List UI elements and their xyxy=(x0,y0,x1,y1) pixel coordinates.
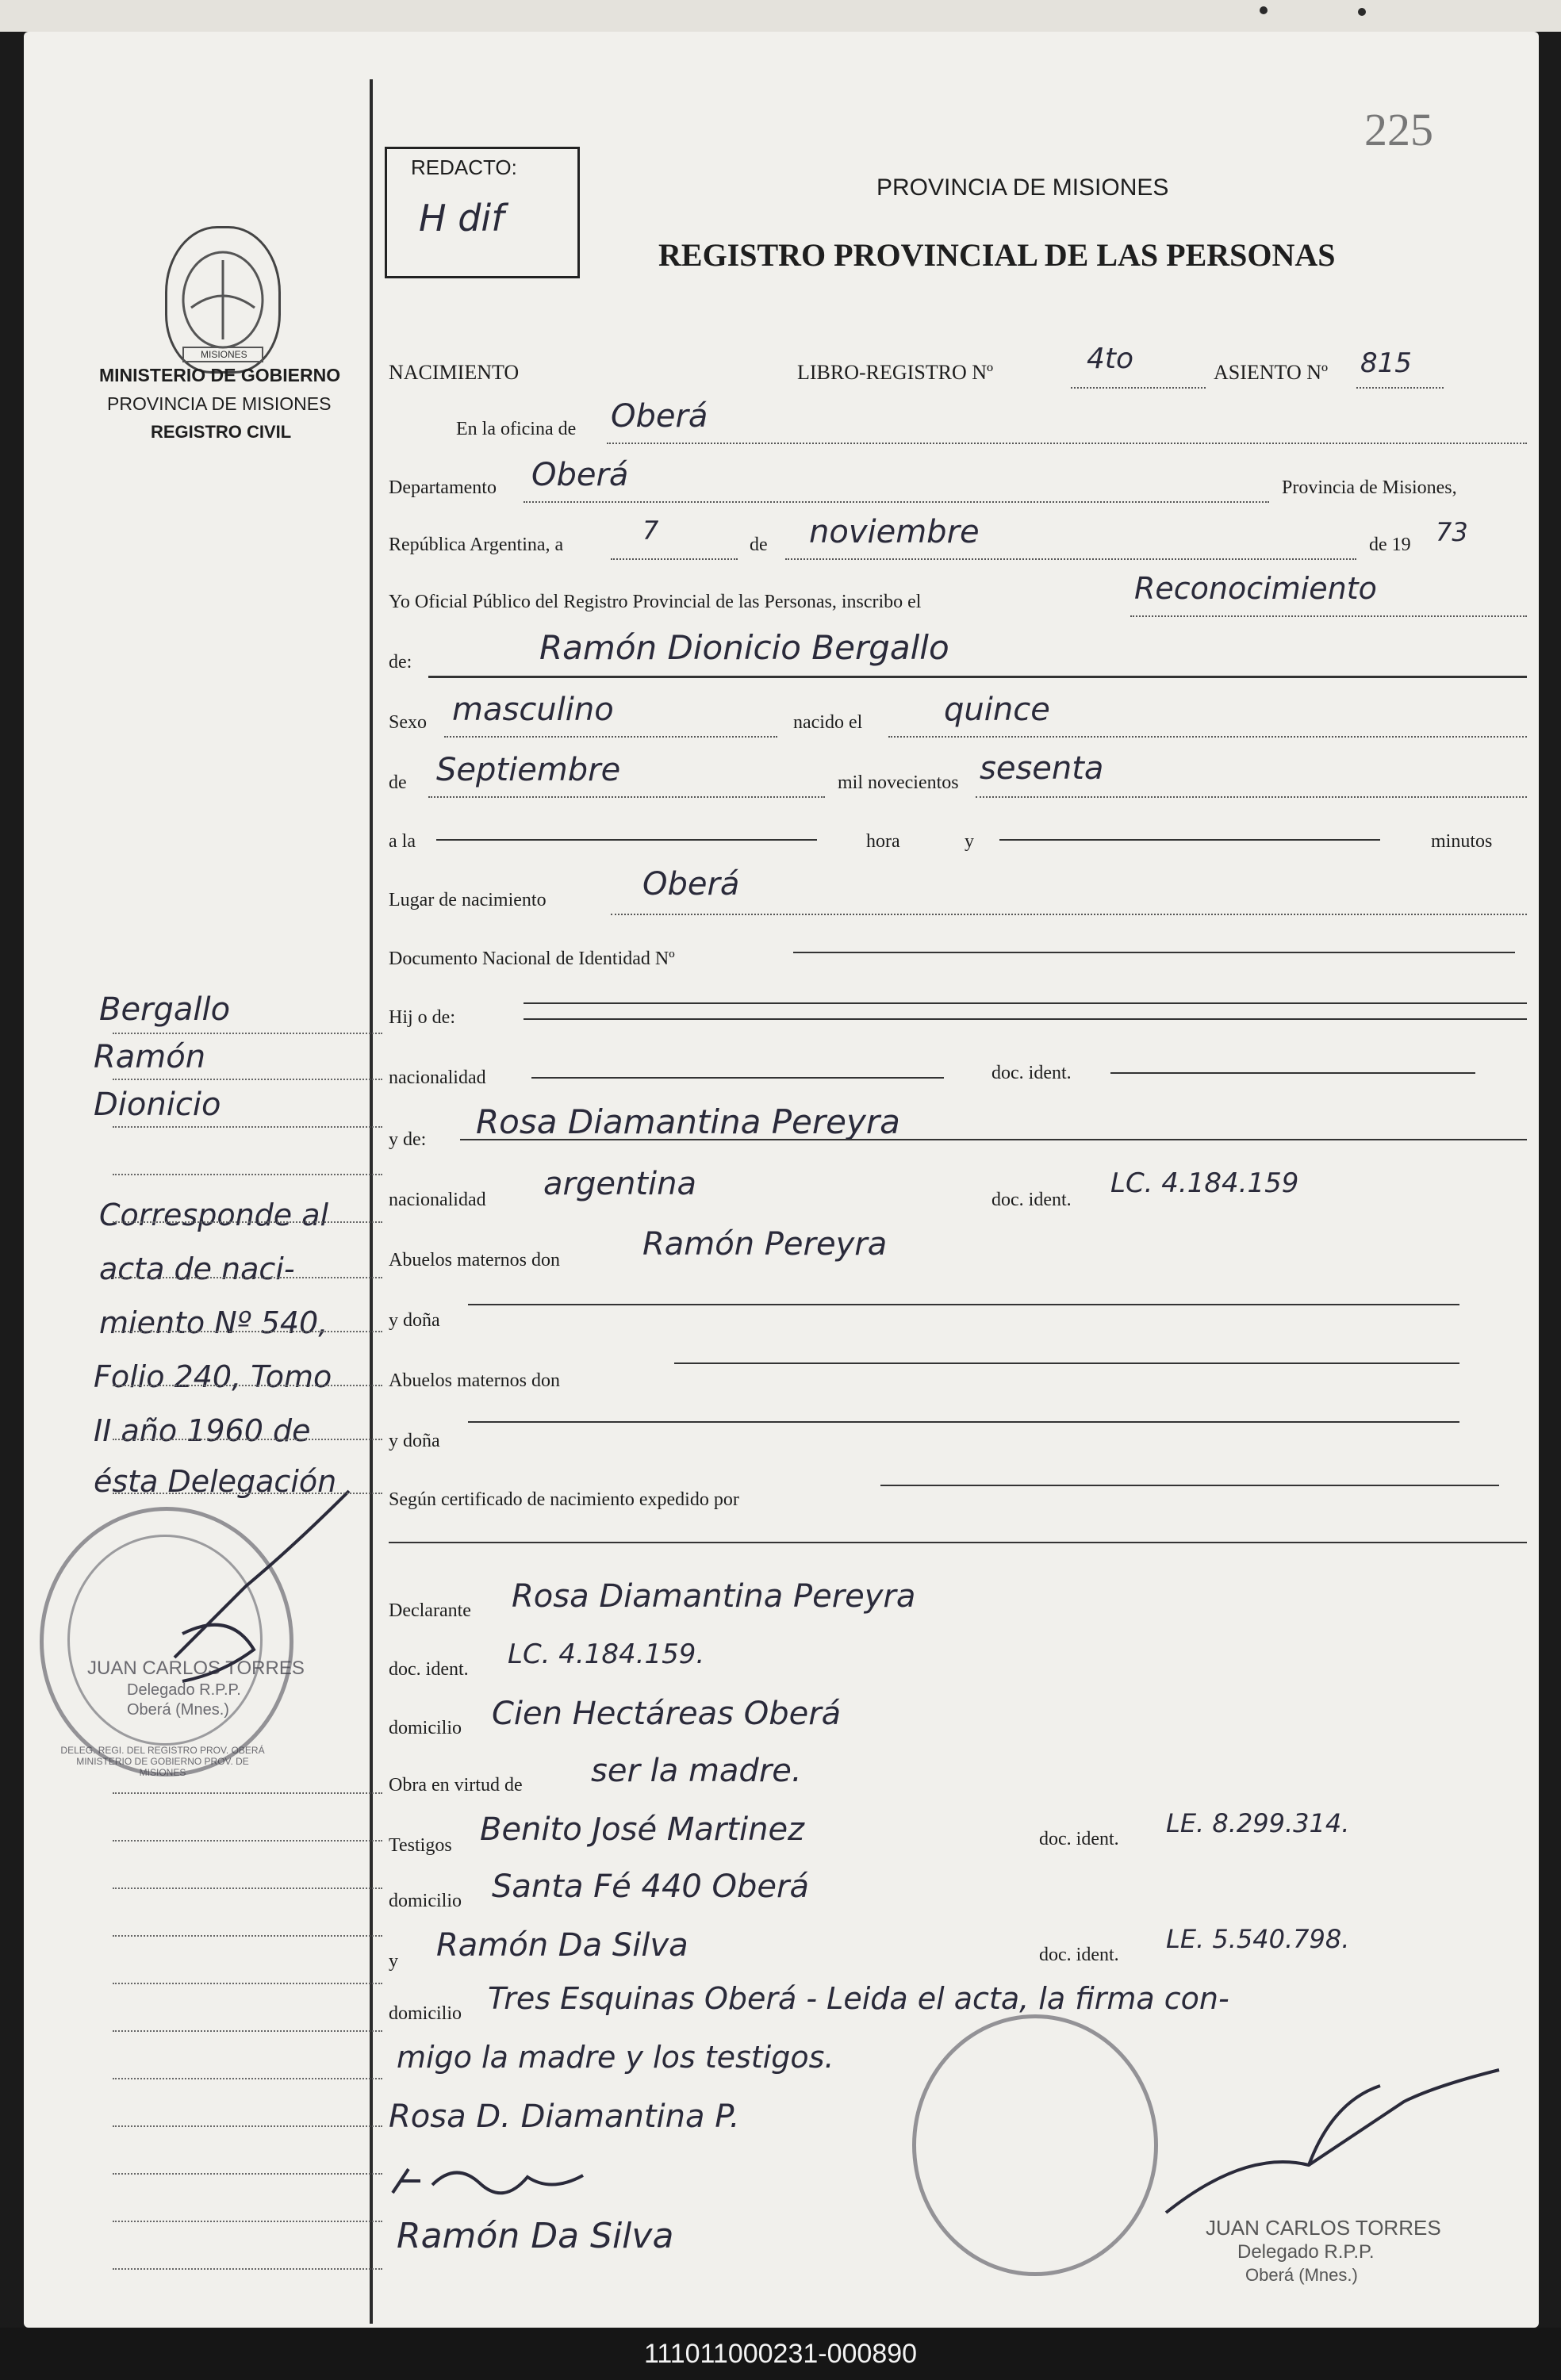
redacto-label: REDACTO: xyxy=(411,155,517,179)
mil-label: mil novecientos xyxy=(838,772,959,793)
page-number: 225 xyxy=(1364,104,1433,155)
redacto-value: H dif xyxy=(419,197,504,240)
abuelo2-line xyxy=(674,1362,1459,1364)
provincia-label: Provincia de Misiones, xyxy=(1282,477,1457,498)
name-line xyxy=(428,676,1527,678)
oficial-value: Reconocimiento xyxy=(1134,571,1377,606)
dotted-line xyxy=(976,796,1527,798)
hora-line xyxy=(436,839,817,841)
dona-line xyxy=(468,1304,1459,1305)
doc-ident2-label: doc. ident. xyxy=(991,1190,1072,1210)
stamp-ring-text: DELEG. REGI. DEL REGISTRO PROV. OBERÁ MINISTERIO DE GOBIERNO PROV. DE MISIONES xyxy=(60,1745,265,1778)
doc-ident2-value: LC. 4.184.159 xyxy=(1110,1167,1299,1199)
registry-stamp-round xyxy=(912,2014,1158,2276)
sexo-label: Sexo xyxy=(389,712,427,733)
margin-line xyxy=(113,1840,382,1842)
registry-heading: REGISTRO PROVINCIAL DE LAS PERSONAS xyxy=(658,237,1336,273)
margin-line xyxy=(113,1079,382,1080)
doc-ident-label: doc. ident. xyxy=(991,1063,1072,1083)
asiento-label: ASIENTO Nº xyxy=(1214,361,1329,384)
punch-hole xyxy=(1260,6,1268,14)
segun-line2 xyxy=(389,1542,1527,1543)
margin-line xyxy=(113,2221,382,2222)
dotted-line xyxy=(607,443,1527,444)
testigo2-value: Ramón Da Silva xyxy=(436,1927,688,1964)
de3-label: de xyxy=(389,772,407,793)
obra-value: ser la madre. xyxy=(591,1753,802,1789)
page-top-edge xyxy=(0,0,1561,32)
nacionalidad-line xyxy=(531,1077,944,1079)
document-id-footer: 111011000231-000890 xyxy=(0,2328,1561,2380)
margin-line xyxy=(113,2125,382,2127)
margin-line xyxy=(113,1935,382,1937)
margin-signature xyxy=(87,1475,373,1713)
oficina-value: Oberá xyxy=(611,398,708,435)
dotted-line xyxy=(444,736,777,738)
padre-line xyxy=(524,1002,1527,1004)
stamp-place: Oberá (Mnes.) xyxy=(127,1701,229,1719)
ministry-line1: MINISTERIO DE GOBIERNO xyxy=(99,365,341,385)
margin-line xyxy=(113,1331,382,1332)
dom-t2-label: domicilio xyxy=(389,2003,462,2024)
registry-page xyxy=(24,32,1539,2328)
asiento-value: 815 xyxy=(1360,347,1412,379)
dotted-line xyxy=(428,796,825,798)
margin-line xyxy=(113,1221,382,1223)
dom-t1-value: Santa Fé 440 Oberá xyxy=(492,1868,809,1905)
doc-t1-value: LE. 8.299.314. xyxy=(1166,1808,1350,1838)
a-la-label: a la xyxy=(389,831,416,852)
lugar-label: Lugar de nacimiento xyxy=(389,890,547,910)
punch-hole xyxy=(1358,8,1366,16)
doc-ident-line xyxy=(1110,1072,1475,1074)
republica-label: República Argentina, a xyxy=(389,535,564,555)
doc-dec-label: doc. ident. xyxy=(389,1659,469,1680)
official-place: Oberá (Mnes.) xyxy=(1245,2265,1358,2285)
madre-value: Rosa Diamantina Pereyra xyxy=(476,1102,900,1141)
doc-t2-value: LE. 5.540.798. xyxy=(1166,1924,1350,1954)
de-label: de xyxy=(750,535,768,555)
departamento-label: Departamento xyxy=(389,477,497,498)
cont-value: migo la madre y los testigos. xyxy=(397,2040,834,2075)
margin-note-line5: II año 1960 de xyxy=(94,1413,311,1448)
margin-note-line4: Folio 240, Tomo xyxy=(94,1359,332,1394)
signature-testigo1 xyxy=(385,2153,623,2209)
margin-line xyxy=(113,2078,382,2079)
margin-line xyxy=(113,1493,382,1494)
testigos-label: Testigos xyxy=(389,1835,452,1856)
signature-madre: Rosa D. Diamantina P. xyxy=(389,2098,740,2135)
margin-line xyxy=(113,1033,382,1034)
y-label: y xyxy=(965,831,974,852)
de2-label: de: xyxy=(389,652,412,673)
doc-t2-label: doc. ident. xyxy=(1039,1945,1119,1965)
dotted-line xyxy=(888,736,1527,738)
nacionalidad2-value: argentina xyxy=(543,1166,696,1202)
hijo-label: Hij o de: xyxy=(389,1007,455,1028)
dni-label: Documento Nacional de Identidad Nº xyxy=(389,949,675,969)
dotted-line xyxy=(1130,615,1527,617)
oficial-label: Yo Oficial Público del Registro Provincial de las Personas, inscribo el xyxy=(389,592,922,612)
dni-line xyxy=(793,952,1515,953)
margin-line xyxy=(113,1174,382,1175)
departamento-value: Oberá xyxy=(531,457,629,493)
dom-t1-label: domicilio xyxy=(389,1891,462,1911)
dotted-line xyxy=(1071,387,1206,389)
libro-label: LIBRO-REGISTRO Nº xyxy=(797,361,994,384)
margin-line xyxy=(113,1439,382,1440)
segun-label: Según certificado de nacimiento expedido por xyxy=(389,1489,739,1510)
dona2-line xyxy=(468,1421,1459,1423)
sexo-value: masculino xyxy=(452,692,614,728)
margin-line xyxy=(113,2268,382,2270)
lugar-value: Oberá xyxy=(642,866,740,903)
nacido-value: quince xyxy=(944,692,1050,728)
declarante-label: Declarante xyxy=(389,1600,471,1621)
mil-value: sesenta xyxy=(980,750,1104,787)
redacto-box xyxy=(385,147,580,278)
nacionalidad-label: nacionalidad xyxy=(389,1067,486,1088)
margin-name2: Dionicio xyxy=(94,1087,221,1123)
dotted-line xyxy=(611,558,738,560)
minutos-line xyxy=(999,839,1380,841)
signature-testigo2: Ramón Da Silva xyxy=(397,2216,674,2256)
margin-note-line2: acta de naci- xyxy=(99,1251,295,1286)
official-name: JUAN CARLOS TORRES xyxy=(1206,2216,1441,2240)
doc-dec-value: LC. 4.184.159. xyxy=(508,1638,705,1670)
ministry-line2: PROVINCIA DE MISIONES xyxy=(107,393,332,414)
margin-line xyxy=(113,2173,382,2175)
y2-label: y xyxy=(389,1951,398,1972)
nombre-value: Ramón Dionicio Bergallo xyxy=(539,628,949,667)
anio-value: 73 xyxy=(1436,517,1468,547)
declarante-value: Rosa Diamantina Pereyra xyxy=(512,1578,916,1615)
act-type: NACIMIENTO xyxy=(389,361,520,384)
ydona-label: y doña xyxy=(389,1310,440,1331)
obra-label: Obra en virtud de xyxy=(389,1775,523,1796)
margin-line xyxy=(113,1277,382,1278)
margin-line xyxy=(113,1126,382,1128)
libro-value: 4to xyxy=(1087,343,1134,375)
official-title: Delegado R.P.P. xyxy=(1237,2241,1375,2263)
abuelos-label: Abuelos maternos don xyxy=(389,1250,560,1270)
oficina-label: En la oficina de xyxy=(456,419,577,439)
minutos-label: minutos xyxy=(1431,831,1493,852)
abuelos2-label: Abuelos maternos don xyxy=(389,1370,560,1391)
coat-of-arms-seal xyxy=(165,226,281,374)
segun-line xyxy=(880,1485,1499,1486)
abuelo-value: Ramón Pereyra xyxy=(642,1226,888,1263)
margin-line xyxy=(113,1888,382,1889)
doc-t1-label: doc. ident. xyxy=(1039,1829,1119,1849)
margin-note-line1: Corresponde al xyxy=(99,1198,329,1232)
dotted-line xyxy=(785,558,1356,560)
padre-line xyxy=(524,1018,1527,1020)
margin-divider xyxy=(370,79,373,2324)
nacido-label: nacido el xyxy=(793,712,863,733)
province-heading: PROVINCIA DE MISIONES xyxy=(876,174,1169,201)
anio-label: de 19 xyxy=(1369,535,1411,555)
seal-label: MISIONES xyxy=(201,349,247,360)
dotted-line xyxy=(524,501,1269,503)
ministry-line3: REGISTRO CIVIL xyxy=(151,422,292,442)
margin-note-line3: miento Nº 540, xyxy=(99,1305,328,1340)
margin-line xyxy=(113,1385,382,1386)
dom-t2-value: Tres Esquinas Oberá - Leida el acta, la firma con- xyxy=(488,1981,1229,2016)
testigo1-value: Benito José Martinez xyxy=(480,1811,805,1848)
margin-name1: Ramón xyxy=(94,1039,206,1075)
stamp-name: JUAN CARLOS TORRES xyxy=(87,1658,305,1679)
margin-surname: Bergallo xyxy=(99,991,231,1028)
domicilio-label: domicilio xyxy=(389,1718,462,1738)
margin-line xyxy=(113,1983,382,1984)
nacionalidad2-label: nacionalidad xyxy=(389,1190,486,1210)
hora-label: hora xyxy=(866,831,900,852)
dotted-line xyxy=(611,914,1527,915)
mes-value: noviembre xyxy=(809,514,980,550)
margin-line xyxy=(113,2030,382,2032)
ydona2-label: y doña xyxy=(389,1431,440,1451)
mes-nac-value: Septiembre xyxy=(436,752,621,788)
stamp-title: Delegado R.P.P. xyxy=(127,1681,241,1699)
madre-line xyxy=(460,1139,1527,1140)
dia-value: 7 xyxy=(642,515,659,546)
domicilio-value: Cien Hectáreas Oberá xyxy=(492,1696,842,1732)
official-signature xyxy=(1150,2054,1515,2229)
yde-label: y de: xyxy=(389,1129,427,1150)
dotted-line xyxy=(1356,387,1444,389)
margin-note-line6: ésta Delegación xyxy=(94,1464,337,1499)
margin-line xyxy=(113,1792,382,1794)
